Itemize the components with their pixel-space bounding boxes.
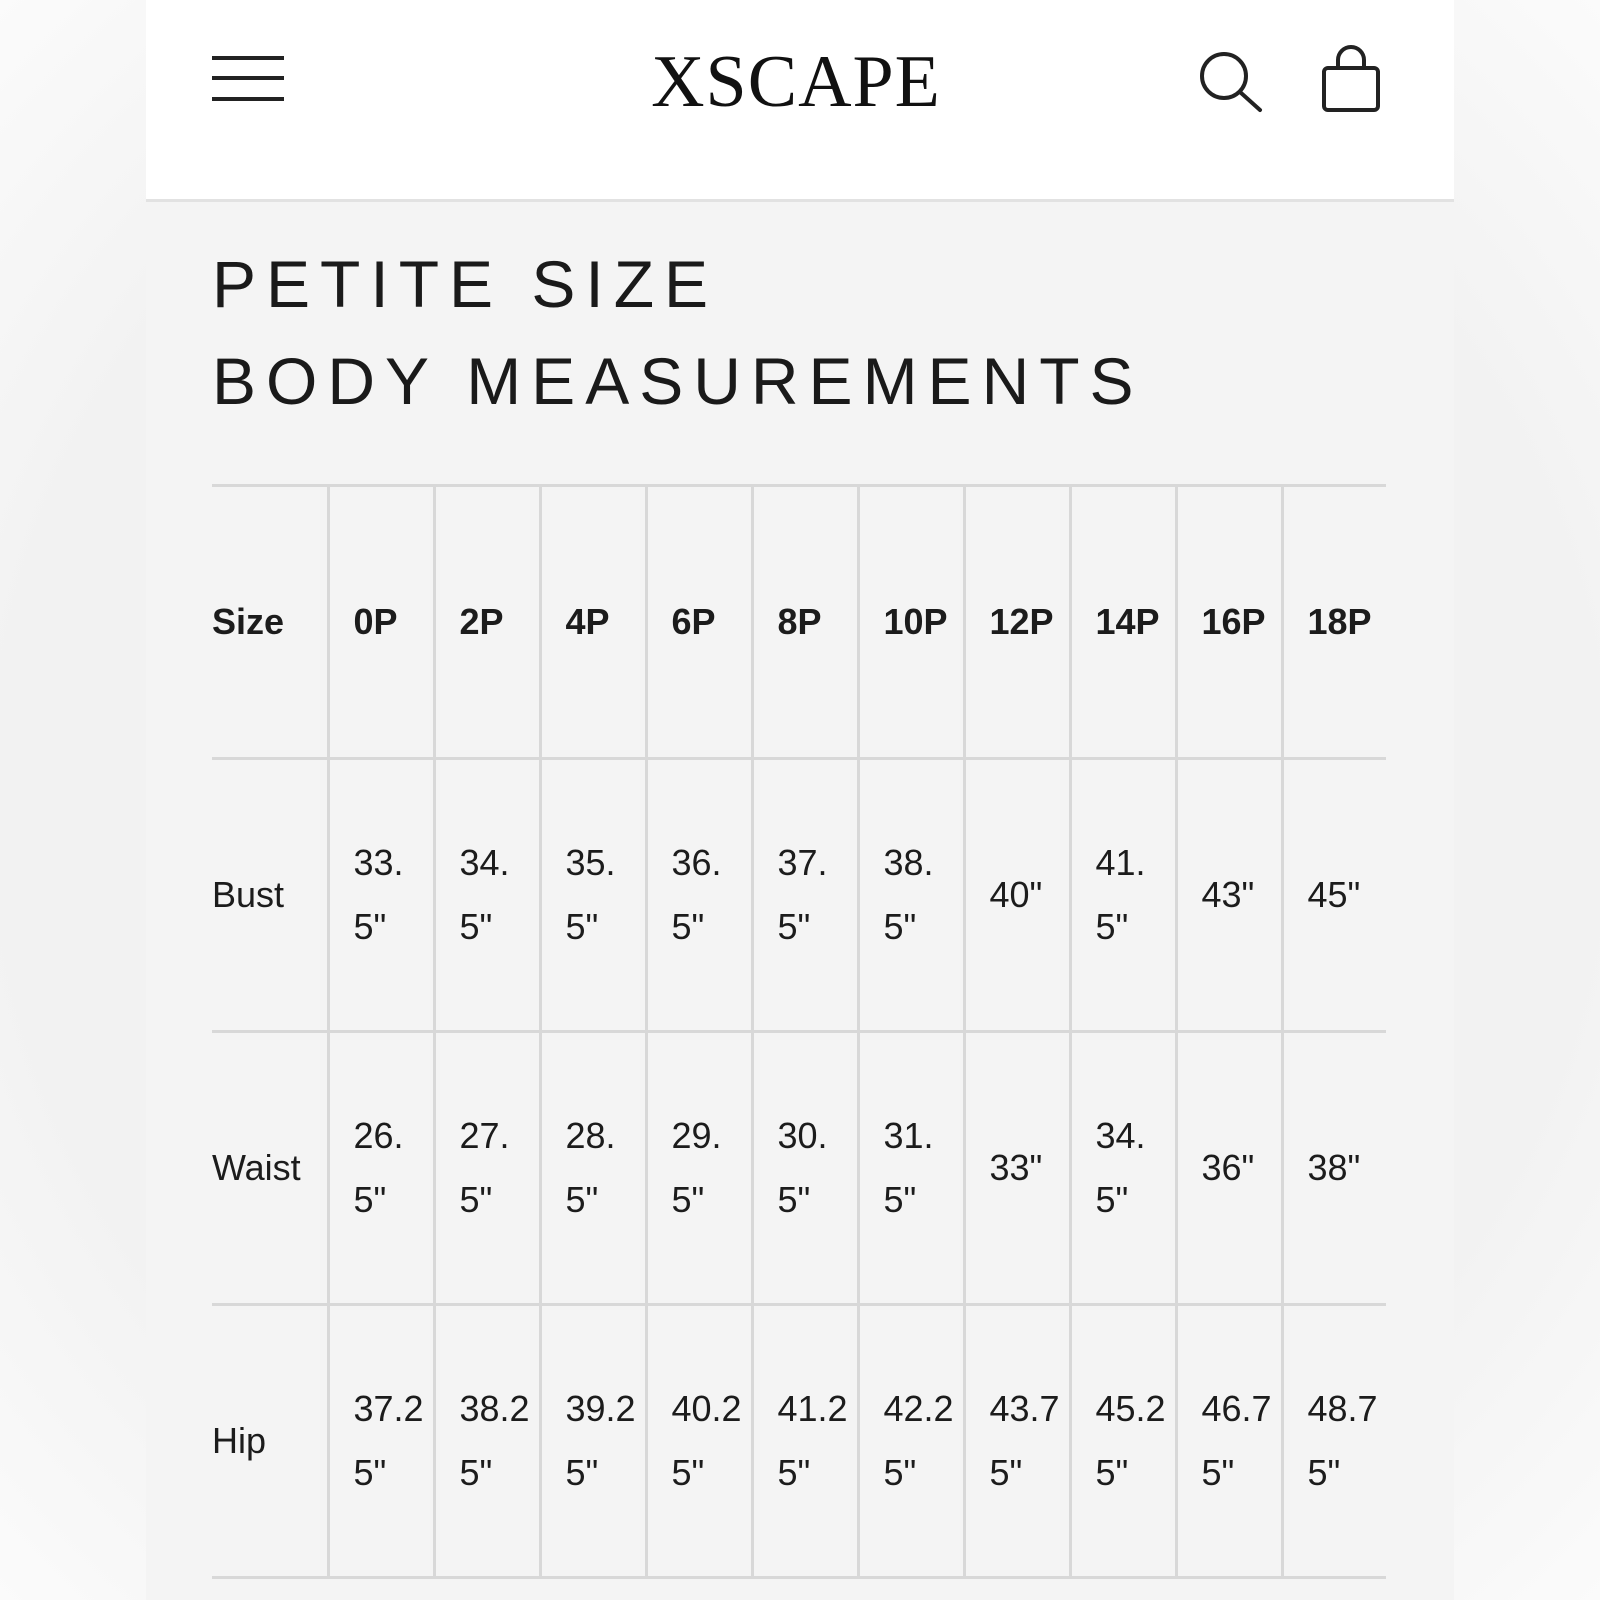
- brand-logo[interactable]: XSCAPE: [651, 41, 941, 123]
- measurement-cell: 28.5": [540, 1032, 646, 1305]
- size-header-cell: 6P: [646, 486, 752, 759]
- size-header-cell: 0P: [328, 486, 434, 759]
- search-icon[interactable]: [1196, 48, 1266, 114]
- size-header-cell: 8P: [752, 486, 858, 759]
- table-row-waist: [212, 1032, 1386, 1305]
- title-line-1: PETITE SIZE: [212, 247, 719, 321]
- measurement-cell: 38": [1282, 1032, 1386, 1305]
- size-header-cell: 18P: [1282, 486, 1386, 759]
- measurement-cell: 33.5": [328, 759, 434, 1032]
- measurement-cell: 37.25": [328, 1305, 434, 1578]
- measurement-cell: 37.5": [752, 759, 858, 1032]
- table-body: [212, 486, 1386, 1578]
- measurement-cell: 31.5": [858, 1032, 964, 1305]
- row-label-bust: Bust: [212, 759, 328, 1032]
- measurement-cell: 35.5": [540, 759, 646, 1032]
- size-header-cell: 14P: [1070, 486, 1176, 759]
- measurement-cell: 46.75": [1176, 1305, 1282, 1578]
- measurement-cell: 48.75": [1282, 1305, 1386, 1578]
- measurement-cell: 40": [964, 759, 1070, 1032]
- size-header-cell: 16P: [1176, 486, 1282, 759]
- size-chart: [212, 484, 1386, 1579]
- size-header-cell: 4P: [540, 486, 646, 759]
- size-header-cell: 12P: [964, 486, 1070, 759]
- measurement-cell: 29.5": [646, 1032, 752, 1305]
- row-label-hip: Hip: [212, 1305, 328, 1578]
- row-label-size: Size: [212, 486, 328, 759]
- measurement-cell: 40.25": [646, 1305, 752, 1578]
- measurement-cell: 45.25": [1070, 1305, 1176, 1578]
- site-header: [146, 0, 1454, 202]
- measurement-cell: 33": [964, 1032, 1070, 1305]
- measurement-cell: 30.5": [752, 1032, 858, 1305]
- hamburger-menu-icon[interactable]: [212, 52, 288, 106]
- measurement-cell: 26.5": [328, 1032, 434, 1305]
- measurement-cell: 27.5": [434, 1032, 540, 1305]
- measurement-cell: 41.5": [1070, 759, 1176, 1032]
- measurement-cell: 38.5": [858, 759, 964, 1032]
- measurement-cell: 36.5": [646, 759, 752, 1032]
- title-line-2: BODY MEASUREMENTS: [212, 344, 1144, 418]
- table-row-bust: [212, 759, 1386, 1032]
- measurement-cell: 34.5": [1070, 1032, 1176, 1305]
- page: [146, 0, 1454, 1600]
- measurement-cell: 36": [1176, 1032, 1282, 1305]
- size-header-cell: 10P: [858, 486, 964, 759]
- measurements-table: [212, 484, 1386, 1579]
- page-title: [212, 236, 1144, 430]
- table-header-row: [212, 486, 1386, 759]
- size-header-cell: 2P: [434, 486, 540, 759]
- measurement-cell: 45": [1282, 759, 1386, 1032]
- measurement-cell: 41.25": [752, 1305, 858, 1578]
- shopping-bag-icon[interactable]: [1318, 44, 1384, 116]
- table-row-hip: [212, 1305, 1386, 1578]
- measurement-cell: 43.75": [964, 1305, 1070, 1578]
- measurement-cell: 34.5": [434, 759, 540, 1032]
- measurement-cell: 38.25": [434, 1305, 540, 1578]
- row-label-waist: Waist: [212, 1032, 328, 1305]
- measurement-cell: 43": [1176, 759, 1282, 1032]
- measurement-cell: 42.25": [858, 1305, 964, 1578]
- measurement-cell: 39.25": [540, 1305, 646, 1578]
